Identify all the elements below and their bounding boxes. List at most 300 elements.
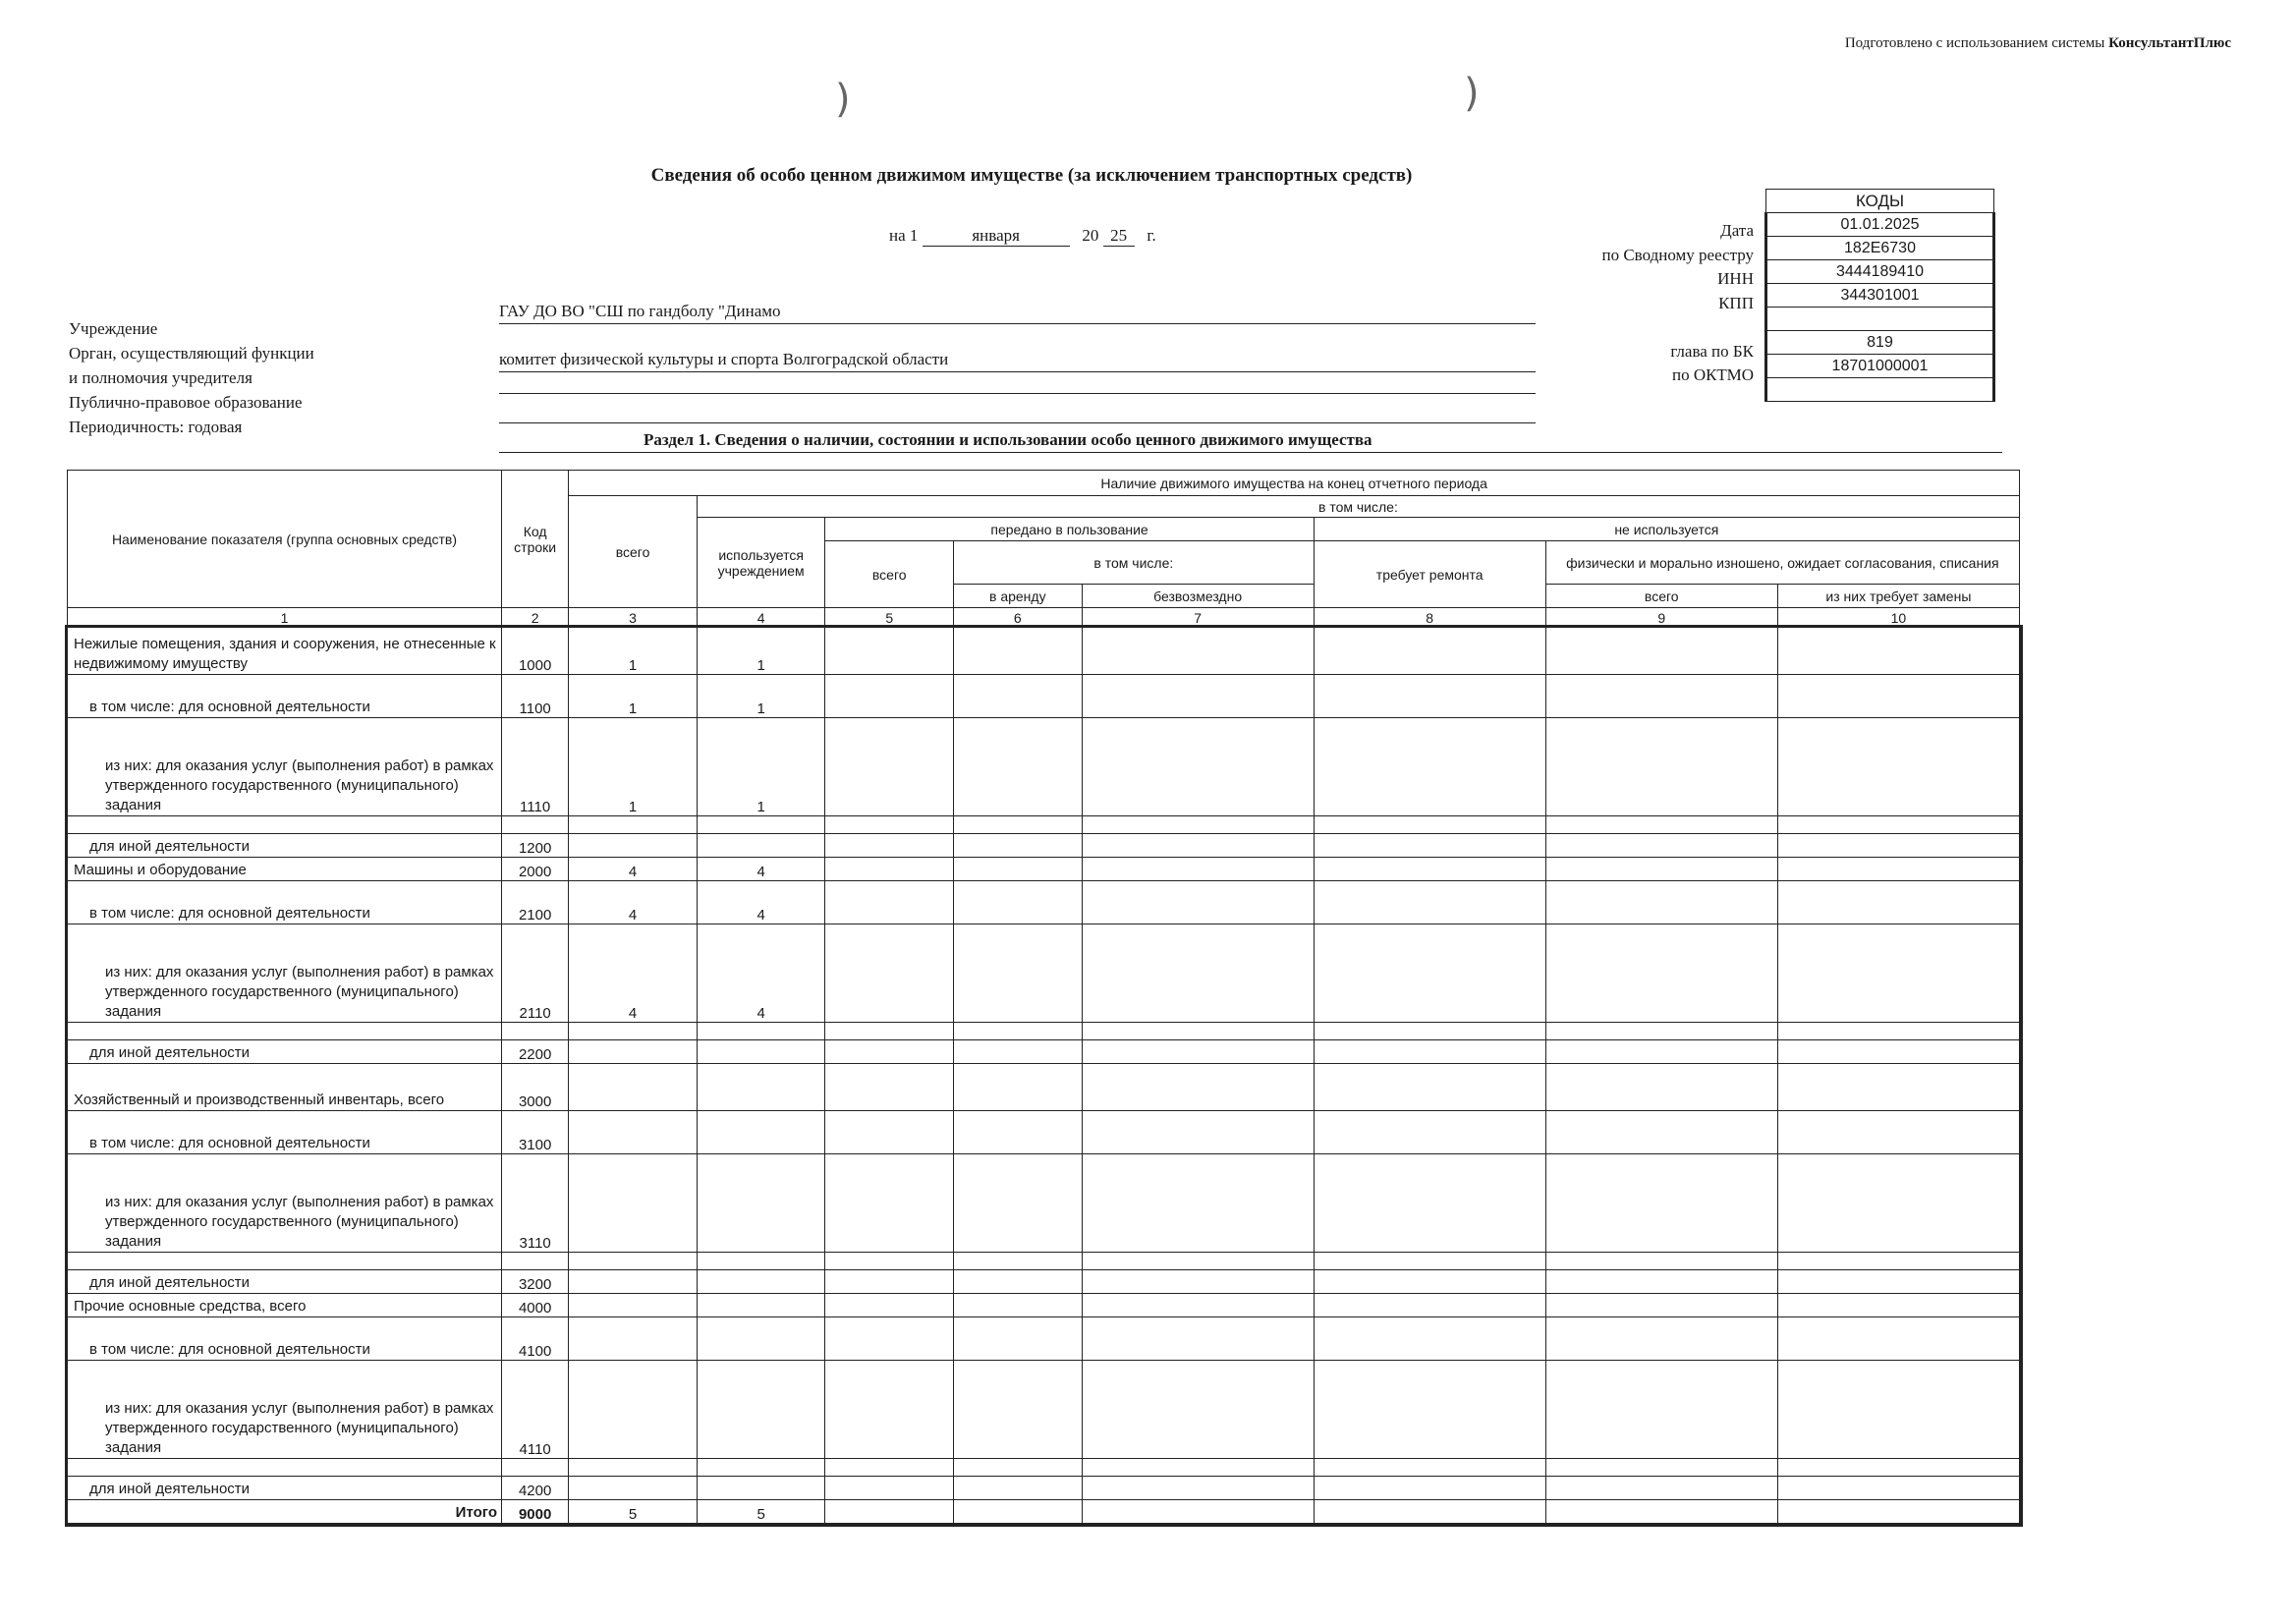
scan-mark-icon: ) (835, 77, 851, 122)
cell-total (569, 1270, 698, 1294)
header-tr-total: всего (825, 541, 954, 608)
cell-used (697, 1111, 825, 1154)
cell-empty (1777, 1361, 2019, 1459)
date-month: января (923, 226, 1070, 247)
code-value: 3444189410 (1766, 260, 1994, 284)
cell-used: 1 (697, 718, 825, 816)
header-name: Наименование показателя (группа основных средств) (68, 471, 502, 608)
date-year: 25 (1103, 226, 1135, 247)
row-code: 4110 (501, 1361, 568, 1459)
cell-empty (825, 1317, 954, 1361)
cell-used (697, 1361, 825, 1459)
cell-empty (1082, 1361, 1314, 1459)
cell-total (569, 1361, 698, 1459)
table-row (68, 1064, 2020, 1111)
cell-used (697, 834, 825, 858)
cell-empty (1082, 816, 1314, 834)
cell-empty (1777, 1317, 2019, 1361)
table-row (68, 834, 2020, 858)
cell-empty (1545, 1361, 1777, 1459)
header-total: всего (569, 496, 698, 608)
cell-total (569, 1294, 698, 1317)
cell-empty (1777, 675, 2019, 718)
cell-used: 4 (697, 858, 825, 881)
cell-empty (1777, 1459, 2019, 1477)
cell-empty (954, 1317, 1083, 1361)
cell-empty (1545, 1317, 1777, 1361)
row-name (68, 1459, 502, 1477)
code-label: ИНН (1717, 269, 1754, 288)
table-row (68, 1154, 2020, 1253)
table-row (68, 1270, 2020, 1294)
row-code: 2200 (501, 1040, 568, 1064)
row-name (68, 1253, 502, 1270)
row-name: Машины и оборудование (68, 858, 502, 881)
cell-empty (954, 924, 1083, 1023)
cell-empty (954, 881, 1083, 924)
row-code: 3110 (501, 1154, 568, 1253)
cell-used: 5 (697, 1500, 825, 1524)
cell-total: 5 (569, 1500, 698, 1524)
cell-empty (954, 1477, 1083, 1500)
header-used: используется учреждением (697, 518, 825, 608)
cell-total: 1 (569, 628, 698, 675)
cell-empty (1545, 1111, 1777, 1154)
cell-empty (1314, 858, 1545, 881)
cell-empty (1545, 834, 1777, 858)
row-code: 3000 (501, 1064, 568, 1111)
cell-used: 4 (697, 881, 825, 924)
cell-empty (1777, 858, 2019, 881)
cell-empty (825, 718, 954, 816)
cell-empty (1082, 881, 1314, 924)
cell-empty (1545, 1023, 1777, 1040)
cell-empty (1314, 1154, 1545, 1253)
cell-empty (954, 1040, 1083, 1064)
cell-used (697, 816, 825, 834)
cell-empty (825, 1023, 954, 1040)
row-code: 2000 (501, 858, 568, 881)
code-value: 18701000001 (1766, 355, 1994, 378)
row-code: 4000 (501, 1294, 568, 1317)
cell-empty (954, 1253, 1083, 1270)
cell-empty (1082, 675, 1314, 718)
column-number: 3 (569, 608, 698, 628)
document-title: Сведения об особо ценном движимом имуществе (за исключением транспортных средств) (650, 165, 1413, 186)
cell-total (569, 1154, 698, 1253)
cell-empty (954, 1459, 1083, 1477)
cell-empty (1314, 628, 1545, 675)
cell-empty (825, 1111, 954, 1154)
cell-empty (825, 1500, 954, 1524)
code-value (1766, 308, 1994, 331)
column-number: 6 (954, 608, 1083, 628)
founder-field (499, 350, 1536, 372)
table-row (68, 1111, 2020, 1154)
row-name: в том числе: для основной деятельности (68, 1317, 502, 1361)
cell-empty (1777, 1500, 2019, 1524)
code-label: КПП (1718, 293, 1754, 312)
cell-empty (1545, 924, 1777, 1023)
cell-empty (825, 834, 954, 858)
cell-empty (1082, 1154, 1314, 1253)
cell-empty (1082, 924, 1314, 1023)
row-name: из них: для оказания услуг (выполнения работ) в рамках утвержденного государственного (муниципального) задания (68, 718, 502, 816)
cell-empty (1314, 1040, 1545, 1064)
column-number: 10 (1777, 608, 2019, 628)
row-code: 3200 (501, 1270, 568, 1294)
cell-empty (825, 1459, 954, 1477)
header-not-used: не используется (1314, 518, 2019, 541)
cell-empty (1777, 1023, 2019, 1040)
cell-empty (954, 1023, 1083, 1040)
cell-empty (1082, 1253, 1314, 1270)
cell-empty (954, 628, 1083, 675)
cell-empty (954, 1500, 1083, 1524)
header-transferred: передано в пользование (825, 518, 1314, 541)
cell-empty (1545, 858, 1777, 881)
row-code: 2110 (501, 924, 568, 1023)
row-name: для иной деятельности (68, 834, 502, 858)
header-replace: из них требует замены (1777, 585, 2019, 608)
row-name (68, 816, 502, 834)
cell-used (697, 1317, 825, 1361)
cell-total: 4 (569, 858, 698, 881)
cell-empty (954, 1154, 1083, 1253)
founder-name: комитет физической культуры и спорта Волгоградской области (499, 350, 1536, 372)
cell-used (697, 1023, 825, 1040)
cell-empty (825, 1270, 954, 1294)
code-label: глава по БК (1670, 341, 1754, 361)
row-name: Итого (68, 1500, 502, 1524)
cell-empty (825, 924, 954, 1023)
cell-empty (1545, 816, 1777, 834)
cell-empty (1777, 881, 2019, 924)
cell-used: 1 (697, 675, 825, 718)
cell-used: 4 (697, 924, 825, 1023)
cell-empty (1082, 718, 1314, 816)
row-name: из них: для оказания услуг (выполнения работ) в рамках утвержденного государственного (муниципального) задания (68, 1361, 502, 1459)
table-row (68, 1500, 2020, 1524)
cell-empty (1082, 1500, 1314, 1524)
form-label: Публично-правовое образование (69, 393, 303, 412)
row-name: Нежилые помещения, здания и сооружения, не отнесенные к недвижимому имуществу (68, 628, 502, 675)
table-row (68, 628, 2020, 675)
cell-empty (1777, 718, 2019, 816)
row-name (68, 1023, 502, 1040)
cell-empty (825, 1154, 954, 1253)
report-date (889, 226, 1156, 247)
cell-empty (1314, 1317, 1545, 1361)
cell-total (569, 1023, 698, 1040)
institution-field (499, 302, 1536, 324)
header-note-brand: КонсультантПлюс (2108, 35, 2231, 51)
cell-empty (954, 858, 1083, 881)
cell-empty (1314, 1459, 1545, 1477)
cell-empty (1314, 1477, 1545, 1500)
cell-empty (1777, 1064, 2019, 1111)
cell-empty (1082, 1317, 1314, 1361)
row-code: 4200 (501, 1477, 568, 1500)
cell-total (569, 1253, 698, 1270)
cell-total (569, 1040, 698, 1064)
cell-empty (1545, 1064, 1777, 1111)
date-year-prefix: 20 (1082, 226, 1099, 245)
code-label: Дата (1720, 221, 1754, 240)
cell-empty (1777, 1253, 2019, 1270)
cell-empty (954, 1064, 1083, 1111)
cell-empty (1777, 1270, 2019, 1294)
row-code: 1000 (501, 628, 568, 675)
row-name: для иной деятельности (68, 1270, 502, 1294)
row-code (501, 1253, 568, 1270)
column-number: 5 (825, 608, 954, 628)
cell-empty (1314, 1064, 1545, 1111)
code-label: по Сводному реестру (1601, 245, 1754, 264)
cell-empty (1777, 1294, 2019, 1317)
cell-empty (825, 1477, 954, 1500)
form-label: и полномочия учредителя (69, 368, 252, 387)
row-name: в том числе: для основной деятельности (68, 675, 502, 718)
cell-used (697, 1477, 825, 1500)
cell-empty (1082, 1023, 1314, 1040)
column-number: 7 (1082, 608, 1314, 628)
code-value: 01.01.2025 (1766, 213, 1994, 237)
cell-empty (825, 858, 954, 881)
cell-empty (1777, 1040, 2019, 1064)
row-code: 3100 (501, 1111, 568, 1154)
cell-empty (1545, 881, 1777, 924)
cell-empty (1545, 628, 1777, 675)
table-row (68, 1294, 2020, 1317)
row-name: Хозяйственный и производственный инвентарь, всего (68, 1064, 502, 1111)
cell-empty (1545, 1253, 1777, 1270)
row-code: 9000 (501, 1500, 568, 1524)
cell-empty (954, 1361, 1083, 1459)
cell-used (697, 1154, 825, 1253)
cell-empty (1545, 1270, 1777, 1294)
cell-used: 1 (697, 628, 825, 675)
code-value: 182Е6730 (1766, 237, 1994, 260)
cell-empty (1545, 718, 1777, 816)
code-value (1766, 378, 1994, 402)
cell-empty (954, 675, 1083, 718)
cell-empty (954, 816, 1083, 834)
codes-header: КОДЫ (1766, 190, 1994, 213)
header-incl: в том числе: (697, 496, 2019, 518)
cell-empty (1314, 924, 1545, 1023)
cell-empty (1777, 924, 2019, 1023)
cell-empty (1082, 834, 1314, 858)
header-worn: физически и морально изношено, ожидает согласования, списания (1545, 541, 2019, 585)
form-label: Учреждение (69, 319, 158, 338)
cell-empty (1314, 881, 1545, 924)
periodicity-line (499, 401, 1536, 423)
cell-total (569, 1111, 698, 1154)
cell-empty (1082, 1111, 1314, 1154)
row-code: 4100 (501, 1317, 568, 1361)
cell-empty (1314, 1500, 1545, 1524)
code-value: 344301001 (1766, 284, 1994, 308)
cell-empty (1545, 1459, 1777, 1477)
row-code: 1100 (501, 675, 568, 718)
cell-used (697, 1270, 825, 1294)
left-labels (69, 316, 314, 439)
column-number: 9 (1545, 608, 1777, 628)
cell-total: 1 (569, 718, 698, 816)
cell-empty (1314, 1253, 1545, 1270)
cell-empty (1082, 1459, 1314, 1477)
table-row (68, 675, 2020, 718)
row-code (501, 816, 568, 834)
row-code (501, 1023, 568, 1040)
header-availability: Наличие движимого имущества на конец отчетного периода (569, 471, 2020, 496)
row-code (501, 1459, 568, 1477)
table-row (68, 1023, 2020, 1040)
cell-empty (1314, 1361, 1545, 1459)
cell-empty (954, 1111, 1083, 1154)
column-number: 4 (697, 608, 825, 628)
table-row (68, 924, 2020, 1023)
cell-empty (1545, 1040, 1777, 1064)
cell-empty (1314, 675, 1545, 718)
row-name: в том числе: для основной деятельности (68, 1111, 502, 1154)
cell-empty (1777, 834, 2019, 858)
code-value: 819 (1766, 331, 1994, 355)
cell-empty (1777, 1111, 2019, 1154)
form-label: Периодичность: годовая (69, 418, 243, 436)
table-row (68, 1459, 2020, 1477)
cell-empty (1082, 1477, 1314, 1500)
header-code: Код строки (501, 471, 568, 608)
header-repair: требует ремонта (1314, 541, 1545, 608)
cell-empty (1314, 1270, 1545, 1294)
row-name: из них: для оказания услуг (выполнения работ) в рамках утвержденного государственного (муниципального) задания (68, 924, 502, 1023)
public-entity-value (499, 371, 1536, 394)
cell-empty (1314, 834, 1545, 858)
row-code: 1110 (501, 718, 568, 816)
cell-used (697, 1064, 825, 1111)
table-row (68, 1477, 2020, 1500)
cell-total (569, 1317, 698, 1361)
table-row (68, 881, 2020, 924)
cell-empty (825, 1253, 954, 1270)
table-row (68, 1361, 2020, 1459)
institution-name: ГАУ ДО ВО "СШ по гандболу "Динамо (499, 302, 1536, 324)
section-rule (499, 452, 2002, 453)
column-number: 1 (68, 608, 502, 628)
cell-total (569, 1459, 698, 1477)
cell-empty (1314, 1111, 1545, 1154)
cell-empty (825, 1361, 954, 1459)
cell-empty (825, 881, 954, 924)
header-note-prefix: Подготовлено с использованием системы (1844, 35, 2105, 51)
date-suffix: г. (1147, 226, 1156, 245)
code-label: по ОКТМО (1671, 365, 1754, 384)
cell-empty (1314, 816, 1545, 834)
cell-empty (1545, 1477, 1777, 1500)
header-worn-total: всего (1545, 585, 1777, 608)
form-label: Орган, осуществляющий функции (69, 344, 314, 363)
cell-empty (954, 718, 1083, 816)
cell-empty (1777, 1477, 2019, 1500)
header-rent: в аренду (954, 585, 1083, 608)
cell-empty (825, 675, 954, 718)
cell-used (697, 1294, 825, 1317)
periodicity-field (499, 401, 1536, 423)
table-row (68, 718, 2020, 816)
cell-empty (1314, 1023, 1545, 1040)
cell-empty (1777, 816, 2019, 834)
column-numbers-row (68, 608, 2020, 628)
header-tr-incl: в том числе: (954, 541, 1315, 585)
cell-total (569, 1477, 698, 1500)
row-name: из них: для оказания услуг (выполнения работ) в рамках утвержденного государственного (муниципального) задания (68, 1154, 502, 1253)
cell-empty (1314, 1294, 1545, 1317)
cell-empty (825, 816, 954, 834)
cell-empty (1082, 1270, 1314, 1294)
cell-empty (954, 1270, 1083, 1294)
table-row (68, 1317, 2020, 1361)
cell-empty (1082, 1064, 1314, 1111)
header-free: безвозмездно (1082, 585, 1314, 608)
cell-empty (1545, 1294, 1777, 1317)
row-name: Прочие основные средства, всего (68, 1294, 502, 1317)
cell-empty (954, 834, 1083, 858)
cell-empty (1082, 628, 1314, 675)
scan-mark-icon: ) (1464, 71, 1480, 116)
main-table (67, 470, 2020, 1524)
table-row (68, 816, 2020, 834)
cell-empty (1545, 675, 1777, 718)
cell-empty (954, 1294, 1083, 1317)
cell-total (569, 834, 698, 858)
cell-empty (1082, 1040, 1314, 1064)
cell-total: 4 (569, 924, 698, 1023)
cell-empty (1082, 858, 1314, 881)
cell-empty (1777, 1154, 2019, 1253)
row-code: 2100 (501, 881, 568, 924)
cell-total (569, 816, 698, 834)
cell-empty (825, 628, 954, 675)
column-number: 2 (501, 608, 568, 628)
cell-used (697, 1253, 825, 1270)
table-row (68, 858, 2020, 881)
row-name: для иной деятельности (68, 1477, 502, 1500)
cell-used (697, 1040, 825, 1064)
cell-total (569, 1064, 698, 1111)
cell-empty (825, 1040, 954, 1064)
public-entity-field (499, 371, 1536, 394)
cell-empty (1545, 1154, 1777, 1253)
row-name: в том числе: для основной деятельности (68, 881, 502, 924)
table-row (68, 1253, 2020, 1270)
cell-empty (1545, 1500, 1777, 1524)
section-title: Раздел 1. Сведения о наличии, состоянии и использовании особо ценного движимого имущества (644, 430, 1372, 449)
cell-total: 1 (569, 675, 698, 718)
codes-box (1764, 189, 1995, 402)
header-note (1845, 35, 2231, 52)
cell-empty (825, 1064, 954, 1111)
row-code: 1200 (501, 834, 568, 858)
column-number: 8 (1314, 608, 1545, 628)
cell-empty (1082, 1294, 1314, 1317)
cell-empty (1777, 628, 2019, 675)
cell-used (697, 1459, 825, 1477)
cell-total: 4 (569, 881, 698, 924)
row-name: для иной деятельности (68, 1040, 502, 1064)
cell-empty (825, 1294, 954, 1317)
